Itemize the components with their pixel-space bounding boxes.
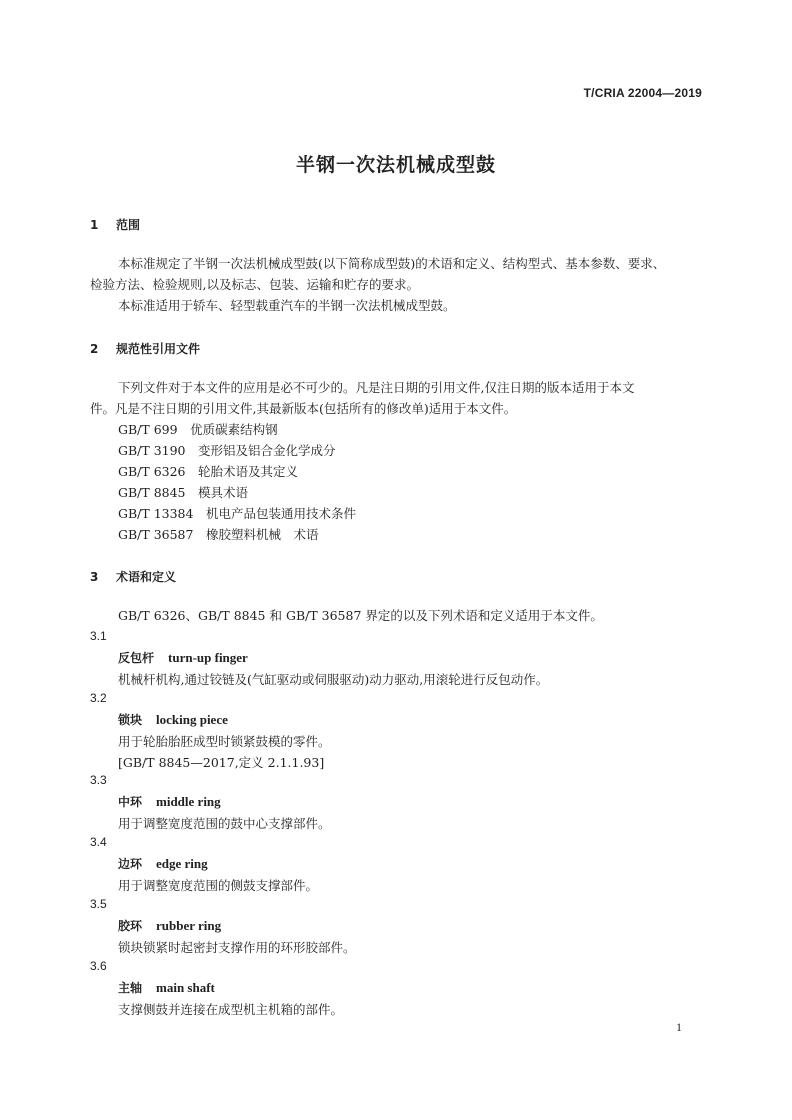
section-title: 范围 [116, 218, 141, 232]
section-title: 规范性引用文件 [116, 342, 201, 356]
term-english: rubber ring [156, 918, 222, 933]
page-number: 1 [676, 1020, 682, 1034]
section-title: 术语和定义 [116, 570, 177, 584]
term-heading [118, 793, 221, 810]
section-heading-terms [90, 568, 176, 585]
term-definition: 用于调整宽度范围的侧鼓支撑部件。 [118, 878, 319, 893]
reference-standard: GB/T 13384 [118, 506, 194, 521]
term-chinese: 边环 [118, 857, 143, 871]
section-heading-normative [90, 340, 200, 357]
term-number: 3.2 [90, 691, 107, 705]
term-english: turn-up finger [168, 650, 248, 665]
reference-item [118, 462, 298, 480]
reference-standard: GB/T 8845 [118, 485, 186, 500]
document-title: 半钢一次法机械成型鼓 [295, 154, 496, 176]
scope-paragraph-1-line-1: 本标准规定了半钢一次法机械成型鼓(以下简称成型鼓)的术语和定义、结构型式、基本参数、要求、 [118, 256, 666, 271]
reference-standard: GB/T 3190 [118, 443, 186, 458]
term-definition: 用于轮胎胎胚成型时锁紧鼓模的零件。 [118, 734, 331, 749]
term-chinese: 主轴 [118, 981, 143, 995]
term-heading [118, 917, 221, 934]
section-heading-scope [90, 216, 140, 233]
term-chinese: 胶环 [118, 919, 143, 933]
term-heading [118, 979, 215, 996]
reference-title: 轮胎术语及其定义 [198, 464, 299, 479]
reference-title: 橡胶塑料机械 术语 [205, 527, 319, 542]
term-definition: 锁块锁紧时起密封支撑作用的环形胶部件。 [118, 940, 356, 955]
reference-item [118, 504, 356, 522]
term-heading [118, 649, 248, 666]
normative-intro-line-2: 件。凡是不注日期的引用文件,其最新版本(包括所有的修改单)适用于本文件。 [90, 401, 517, 416]
term-heading [118, 855, 208, 872]
reference-standard: GB/T 36587 [118, 527, 194, 542]
scope-paragraph-2: 本标准适用于轿车、轻型载重汽车的半钢一次法机械成型鼓。 [118, 298, 456, 313]
term-number: 3.5 [90, 897, 107, 911]
reference-item [118, 525, 319, 543]
reference-standard: GB/T 6326 [118, 464, 186, 479]
reference-item [118, 441, 336, 459]
scope-paragraph-1-line-2: 检验方法、检验规则,以及标志、包装、运输和贮存的要求。 [90, 277, 419, 292]
reference-title: 变形铝及铝合金化学成分 [198, 443, 336, 458]
term-number: 3.4 [90, 835, 107, 849]
reference-title: 优质碳素结构钢 [190, 422, 278, 437]
term-heading [118, 711, 228, 728]
reference-item [118, 420, 278, 438]
term-definition: 机械杆机构,通过铰链及(气缸驱动或伺服驱动)动力驱动,用滚轮进行反包动作。 [118, 672, 549, 687]
terms-intro: GB/T 6326、GB/T 8845 和 GB/T 36587 界定的以及下列术语和定义适用于本文件。 [118, 608, 603, 623]
term-english: locking piece [156, 712, 228, 727]
term-definition: 支撑侧鼓并连接在成型机主机箱的部件。 [118, 1002, 344, 1017]
term-number: 3.3 [90, 773, 107, 787]
term-chinese: 锁块 [118, 713, 143, 727]
term-source: [GB/T 8845—2017,定义 2.1.1.93] [118, 755, 325, 770]
normative-intro-line-1: 下列文件对于本文件的应用是必不可少的。凡是注日期的引用文件,仅注日期的版本适用于本文 [118, 380, 635, 395]
section-number: 3 [90, 570, 99, 584]
section-number: 1 [90, 218, 99, 232]
term-number: 3.6 [90, 959, 107, 973]
term-definition: 用于调整宽度范围的鼓中心支撑部件。 [118, 816, 331, 831]
term-english: main shaft [156, 980, 215, 995]
term-chinese: 中环 [118, 795, 143, 809]
section-number: 2 [90, 342, 99, 356]
term-number: 3.1 [90, 629, 107, 643]
reference-title: 机电产品包装通用技术条件 [205, 506, 356, 521]
reference-item [118, 483, 248, 501]
reference-title: 模具术语 [198, 485, 249, 500]
term-chinese: 反包杆 [118, 651, 155, 665]
reference-standard: GB/T 699 [118, 422, 178, 437]
document-code: T/CRIA 22004—2019 [583, 86, 702, 100]
term-english: edge ring [156, 856, 208, 871]
term-english: middle ring [156, 794, 221, 809]
